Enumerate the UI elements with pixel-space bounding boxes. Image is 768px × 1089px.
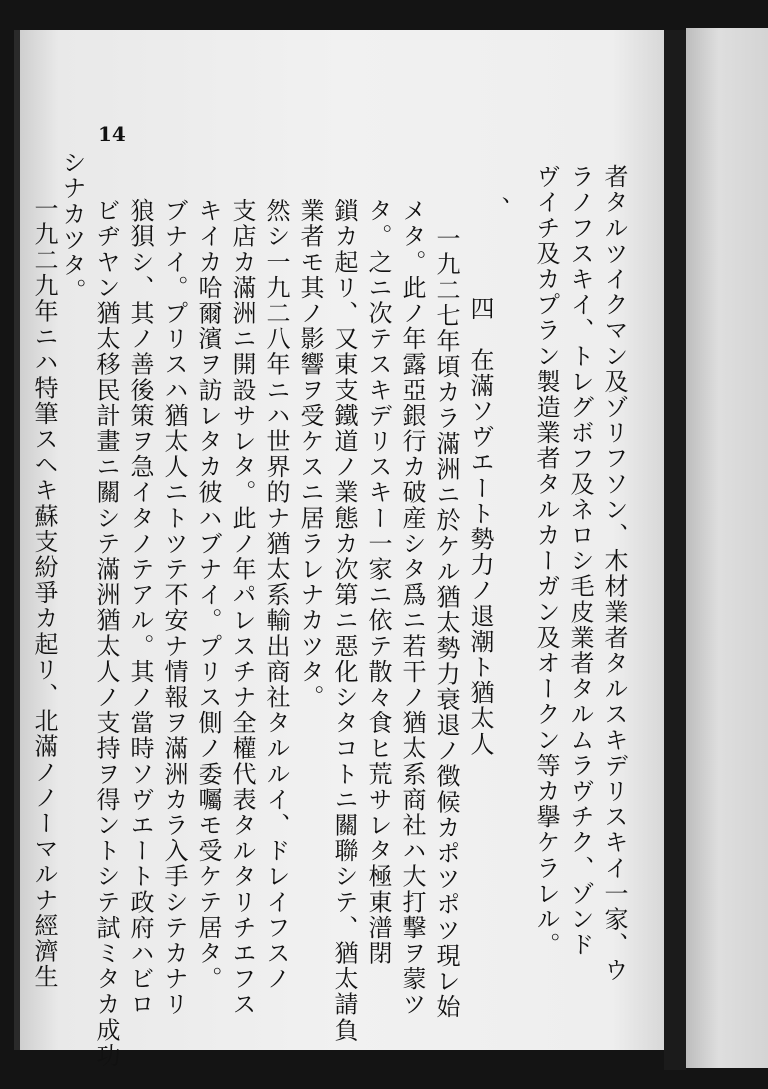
text-column: メタ。此ノ年露亞銀行カ破産シタ爲ニ若干ノ猶太系商社ハ大打撃ヲ蒙ツ: [398, 198, 426, 1018]
text-column: シナカツタ。: [58, 150, 86, 304]
text-column: 一九二九年ニハ特筆スヘキ蘇支紛爭カ起リ、北滿ノノーマルナ經濟生: [30, 196, 58, 990]
text-column: 狼狽シ、其ノ善後策ヲ急イタノテアル。其ノ當時ソヴエート政府ハビロ: [126, 198, 154, 1018]
page-number: 14: [98, 122, 126, 146]
text-column: ヴイチ及カプラン製造業者タルカーガン及オークン等カ擧ケラレル。: [532, 164, 560, 958]
text-column: 然シ一九二八年ニハ世界的ナ猶太系輸出商社タルルイ、ドレイフスノ: [262, 198, 290, 992]
facing-page-edge: [686, 28, 768, 1068]
text-column: 支店カ滿洲ニ開設サレタ。此ノ年パレスチナ全權代表タルタリチエフス: [228, 198, 256, 1018]
text-column: 者タルツイクマン及ゾリフソン、木材業者タルスキデリスキイ一家、ウ: [600, 164, 628, 984]
text-column: 、: [482, 196, 510, 222]
text-column: ブナイ。プリスハ猶太人ニトツテ不安ナ情報ヲ滿洲カラ入手シテカナリ: [160, 198, 188, 1018]
text-column: ラノフスキイ、トレグボフ及ネロシ毛皮業者タルムラヴチク、ゾンド: [566, 164, 594, 958]
text-column: タ。之ニ次テスキデリスキー一家ニ依テ散々食ヒ荒サレタ極東潽閉: [364, 198, 392, 966]
book-gutter: [664, 30, 686, 1070]
text-column: 一九二七年頃カラ滿洲ニ於ケル猶太勢力衰退ノ徴候カポツポツ現レ始: [432, 226, 460, 1020]
text-column: 業者モ其ノ影響ヲ受ケスニ居ラレナカツタ。: [296, 198, 324, 710]
text-column: 鎖カ起リ、又東支鐵道ノ業態カ次第ニ惡化シタコトニ關聯シテ、猶太請負: [330, 198, 358, 1043]
text-column: キイカ哈爾濱ヲ訪レタカ彼ハブナイ。プリス側ノ委囑モ受ケテ居タ。: [194, 198, 222, 992]
text-column: ビヂヤン猶太移民計畫ニ關シテ滿洲猶太人ノ支持ヲ得ントシテ試ミタカ成功: [92, 198, 120, 1069]
section-heading: 四 在滿ソヴエート勢力ノ退潮ト猶太人: [466, 296, 494, 757]
